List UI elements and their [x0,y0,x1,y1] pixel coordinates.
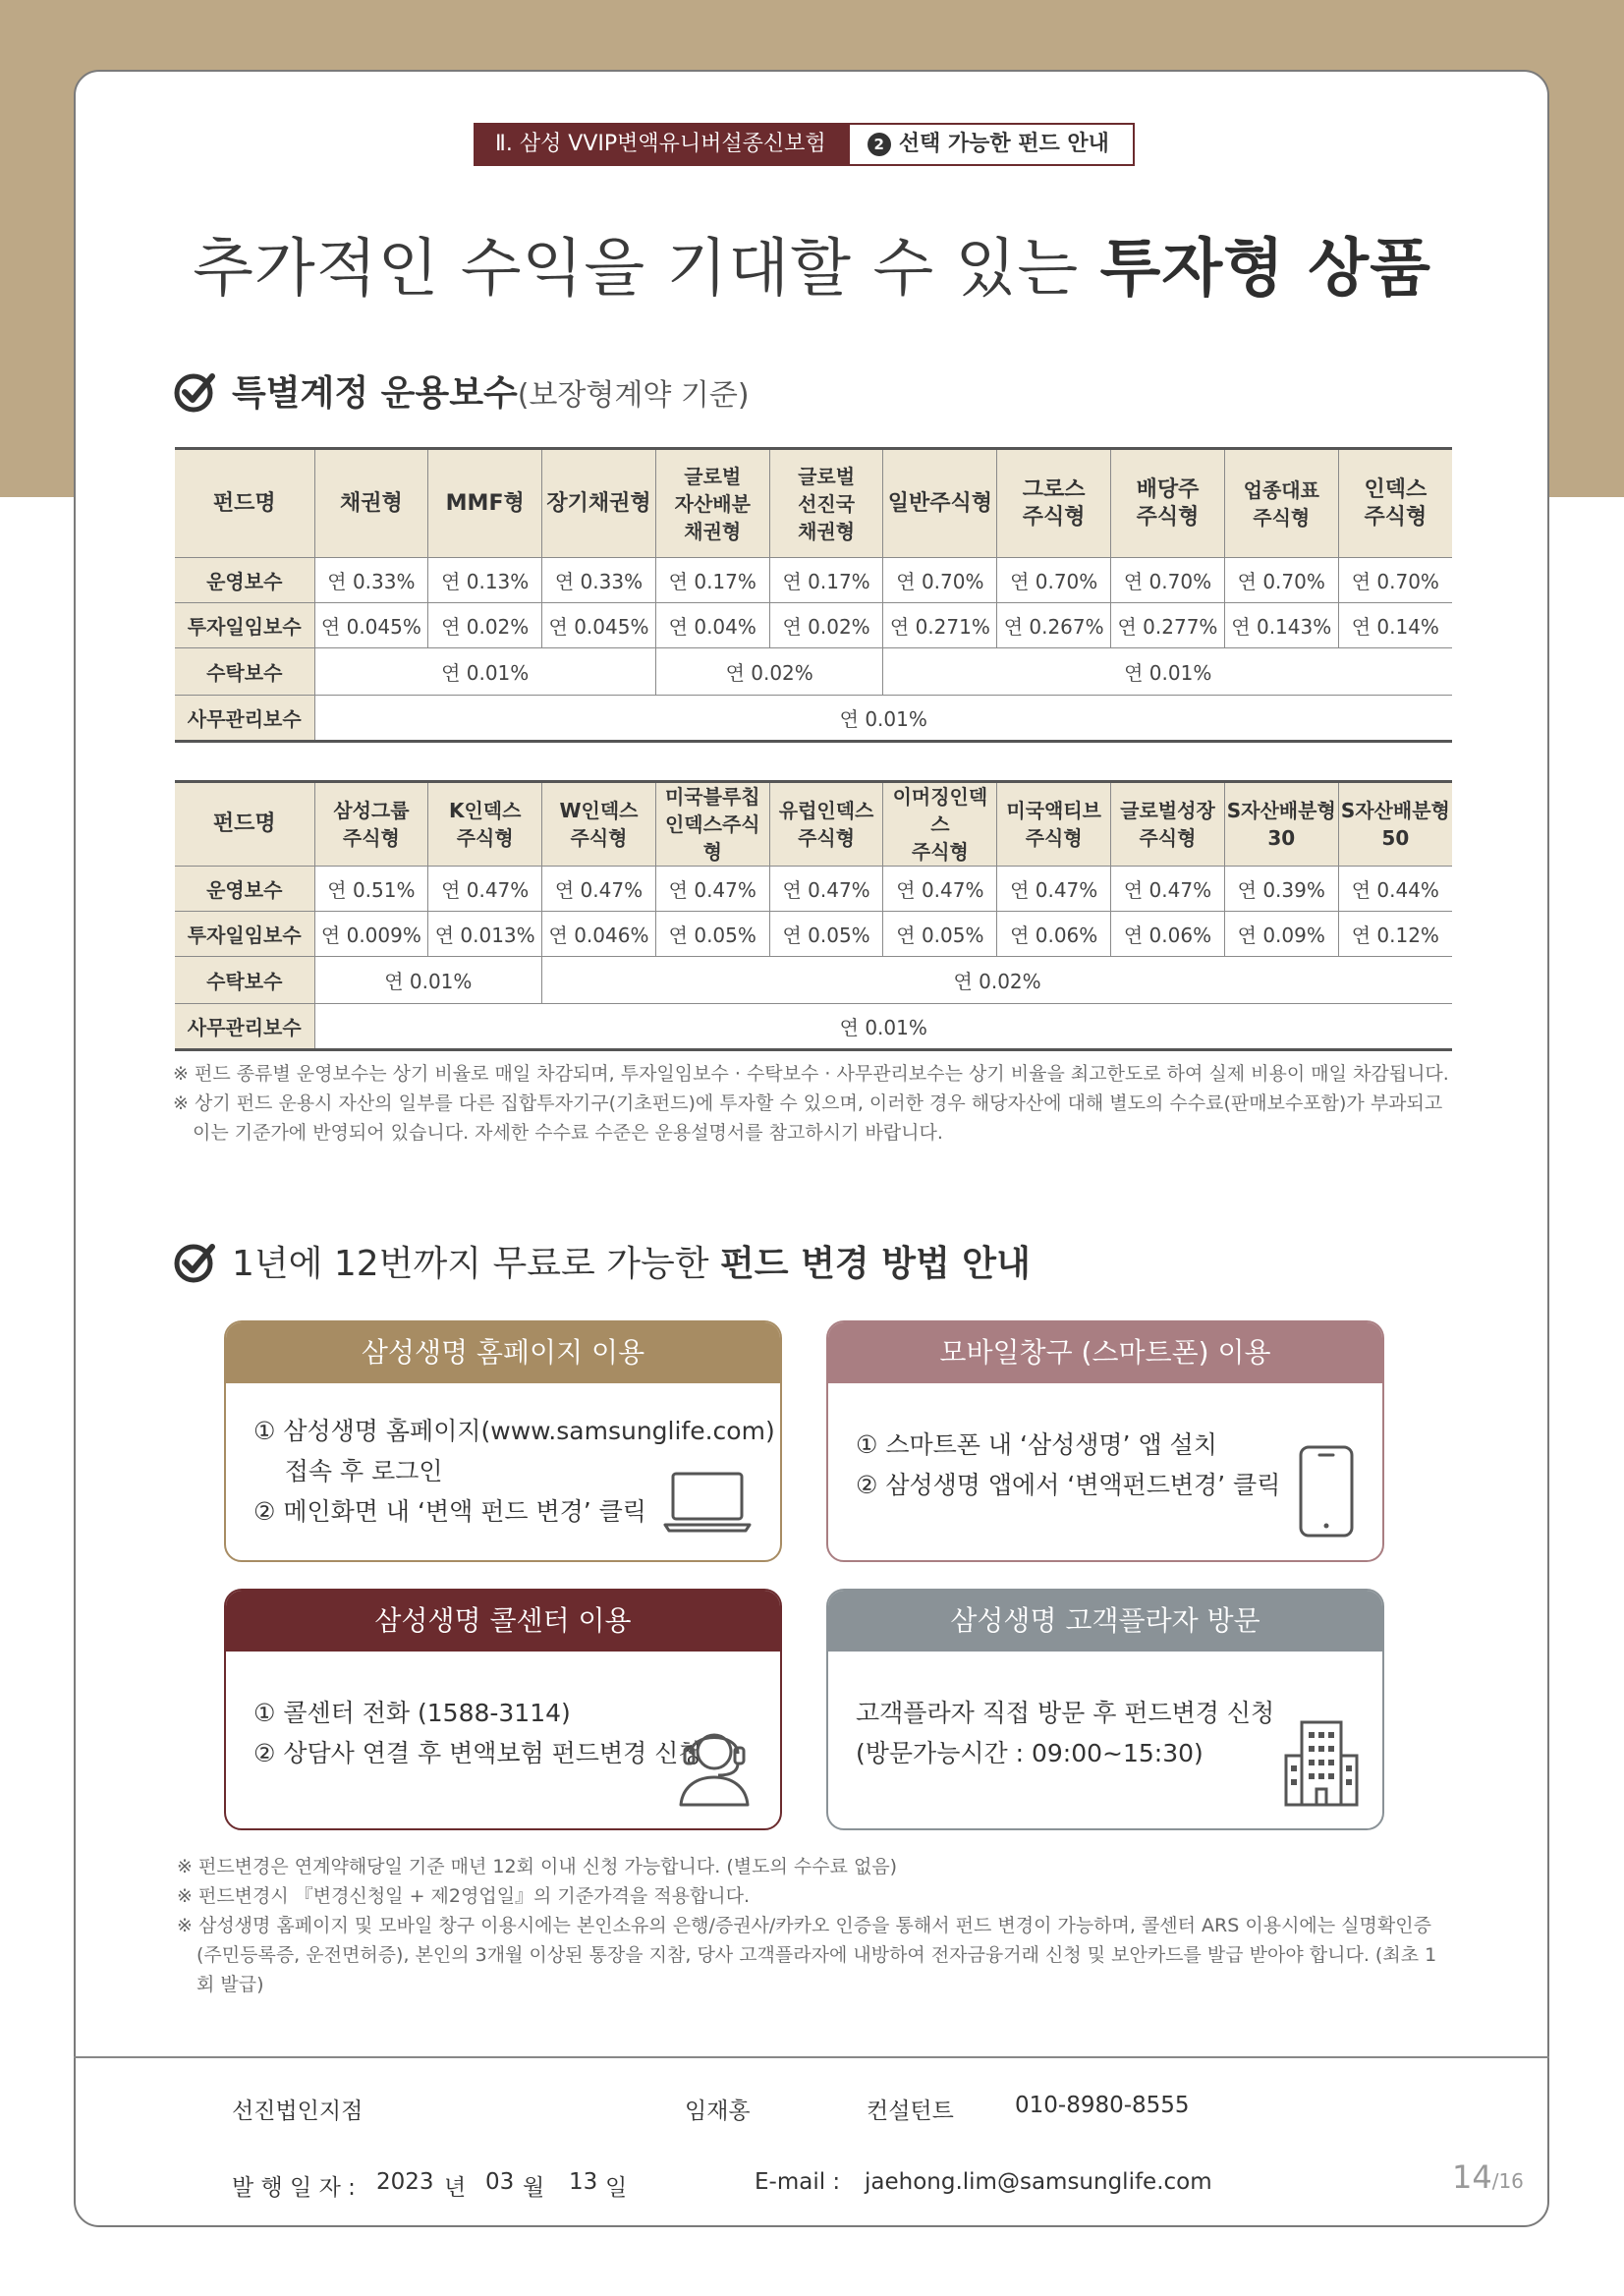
method-mobile-title: 모바일창구 (스마트폰) 이용 [828,1322,1382,1383]
footer-day: 13 [569,2169,598,2195]
fee-cell: 연 0.39% [1224,867,1338,912]
fee-cell: 연 0.277% [1111,603,1225,648]
footer-name: 임재홍 [685,2099,751,2124]
footer-year-unit: 년 [444,2175,467,2201]
page-title: 추가적인 수익을 기대할 수 있는 투자형 상품 [193,233,1431,306]
fee-cell: 연 0.267% [997,603,1111,648]
row-label: 투자일임보수 [175,912,314,957]
change-note: ※ 삼성생명 홈페이지 및 모바일 창구 이용시에는 본인소유의 은행/증권사/카카오 인증을 통해서 펀드 변경이 가능하며, 콜센터 ARS 이용시에는 실명확인증(주민등록증, 운전면허증), 본인의 3개월 이상된 통장을 지참, 당사 고객플라자에 내방하여 전자금융거래 신청 및 보안카드를 발급 받아야 합니다. (최초 1회 발급) [177,1915,1437,1995]
fee-cell: 연 0.02% [769,603,883,648]
breadcrumb-section [848,123,1135,166]
table-row-admin-fee: 사무관리보수 연 0.01% [175,1004,1452,1050]
method-callcenter: 삼성생명 콜센터 이용 ① 콜센터 전화 (1588-3114) ② 상담사 연결 후 변액보험 펀드변경 신청 [224,1589,782,1830]
footer-month-unit: 월 [523,2175,545,2201]
fee-cell: 연 0.045% [314,603,428,648]
header-fund-name: 펀드명 [175,449,314,558]
table-header-row [175,782,1452,867]
fee-cell: 연 0.046% [542,912,656,957]
fund-header: 글로벌 자산배분 채권형 [655,449,769,558]
check-circle-icon [173,1239,218,1284]
change-note: ※ 펀드변경은 연계약해당일 기준 매년 12회 이내 신청 가능합니다. (별도의 수수료 없음) [177,1856,898,1877]
fee-table-2 [175,780,1452,1051]
fund-header: 채권형 [314,449,428,558]
change-notes [177,1852,1454,1999]
fee-cell: 연 0.013% [428,912,542,957]
table-row-admin-fee: 사무관리보수 연 0.01% [175,696,1452,742]
footer-branch: 선진법인지점 [232,2099,364,2124]
table-row-custody-fee: 수탁보수 연 0.01% 연 0.02% [175,957,1452,1004]
fund-header: K인덱스 주식형 [428,782,542,867]
fund-header: 유럽인덱스 주식형 [769,782,883,867]
fee-cell: 연 0.04% [655,603,769,648]
fee-cell: 연 0.33% [542,558,656,603]
fee-cell: 연 0.05% [769,912,883,957]
footer-month: 03 [485,2169,515,2195]
fee-cell: 연 0.47% [1111,867,1225,912]
footer-divider [74,2056,1549,2058]
fee-cell: 연 0.70% [1338,558,1452,603]
fee-cell: 연 0.47% [428,867,542,912]
fee-cell: 연 0.44% [1338,867,1452,912]
row-label: 운영보수 [175,867,314,912]
fee-cell: 연 0.70% [1224,558,1338,603]
method-callcenter-title: 삼성생명 콜센터 이용 [226,1591,780,1652]
section-number-badge: 2 [868,133,891,156]
footer-day-unit: 일 [605,2175,628,2201]
page-number: 14/16 [1452,2158,1524,2196]
fee-cell: 연 0.70% [997,558,1111,603]
fund-header: 일반주식형 [883,449,997,558]
fund-header: S자산배분형 30 [1224,782,1338,867]
footer-email-label: E-mail : [755,2169,841,2195]
method-plaza: 삼성생명 고객플라자 방문 고객플라자 직접 방문 후 펀드변경 신청 (방문가능시간 : 09:00~15:30) [826,1589,1384,1830]
footer-phone: 010-8980-8555 [1015,2093,1190,2118]
footer-email: jaehong.lim@samsunglife.com [865,2169,1212,2195]
laptop-icon [663,1470,752,1533]
fee-cell: 연 0.05% [883,912,997,957]
fee-cell: 연 0.47% [883,867,997,912]
fund-header: 글로벌성장 주식형 [1111,782,1225,867]
fund-header: 삼성그룹 주식형 [314,782,428,867]
fee-note: ※ 펀드 종류별 운영보수는 상기 비율로 매일 차감되며, 투자일임보수 · 수탁보수 · 사무관리보수는 상기 비율을 최고한도로 하여 실제 비용이 매일 차감됩니다. [173,1063,1449,1085]
fund-header: W인덱스 주식형 [542,782,656,867]
fee-cell: 연 0.045% [542,603,656,648]
method-mobile: 모바일창구 (스마트폰) 이용 ① 스마트폰 내 ‘삼성생명’ 앱 설치 ② 삼성생명 앱에서 ‘변액펀드변경’ 클릭 [826,1320,1384,1562]
fee-note: ※ 상기 펀드 운용시 자산의 일부를 다른 집합투자기구(기초펀드)에 투자할 수 있으며, 이러한 경우 해당자산에 대해 별도의 수수료(판매보수포함)가 부과되고 이는 기준가에 반영되어 있습니다. 자세한 수수료 수준은 운용설명서를 참고하시기 바랍니다. [173,1092,1443,1144]
fee-cell: 연 0.47% [769,867,883,912]
fee-cell: 연 0.47% [997,867,1111,912]
footer-date-label: 발 행 일 자 : [232,2175,356,2201]
fund-header: 미국블루칩 인덱스주식형 [655,782,769,867]
fee-cell: 연 0.70% [883,558,997,603]
row-label: 투자일임보수 [175,603,314,648]
table-row-advisory-fee [175,912,1452,957]
fee-section-heading: 특별계정 운용보수(보장형계약 기준) [173,365,750,416]
building-icon [1282,1716,1361,1807]
fee-table-1 [175,447,1452,743]
method-plaza-title: 삼성생명 고객플라자 방문 [828,1591,1382,1652]
fee-cell: 연 0.09% [1224,912,1338,957]
fund-header: 글로벌 선진국 채권형 [769,449,883,558]
fund-header: 미국액티브 주식형 [997,782,1111,867]
table-row-custody-fee: 수탁보수 연 0.01% 연 0.02% 연 0.01% [175,648,1452,696]
fee-cell: 연 0.271% [883,603,997,648]
headset-agent-icon [673,1718,756,1807]
table-row-operating-fee [175,558,1452,603]
fund-header: 업종대표 주식형 [1224,449,1338,558]
fund-header: 인덱스 주식형 [1338,449,1452,558]
fee-cell: 연 0.17% [769,558,883,603]
fee-cell: 연 0.13% [428,558,542,603]
fee-cell: 연 0.47% [655,867,769,912]
row-label: 운영보수 [175,558,314,603]
breadcrumb-section-label: 선택 가능한 펀드 안내 [898,132,1109,156]
fund-header: 그로스 주식형 [997,449,1111,558]
table-header-row [175,449,1452,558]
fee-cell: 연 0.02% [428,603,542,648]
fee-cell: 연 0.70% [1111,558,1225,603]
fee-cell: 연 0.33% [314,558,428,603]
fee-cell: 연 0.06% [997,912,1111,957]
table-row-advisory-fee [175,603,1452,648]
fee-cell: 연 0.009% [314,912,428,957]
fund-header: 배당주 주식형 [1111,449,1225,558]
fee-cell: 연 0.12% [1338,912,1452,957]
table-row-operating-fee [175,867,1452,912]
fee-cell: 연 0.47% [542,867,656,912]
fund-header: 장기채권형 [542,449,656,558]
breadcrumb-chapter: Ⅱ. 삼성 VVIP변액유니버설종신보험 [474,123,848,166]
method-homepage-title: 삼성생명 홈페이지 이용 [226,1322,780,1383]
check-circle-icon [173,368,218,414]
fund-header: MMF형 [428,449,542,558]
fee-notes [173,1059,1460,1148]
breadcrumb [474,123,1135,166]
fee-cell: 연 0.17% [655,558,769,603]
fee-cell: 연 0.14% [1338,603,1452,648]
fee-cell: 연 0.143% [1224,603,1338,648]
smartphone-icon [1298,1444,1355,1539]
fee-cell: 연 0.05% [655,912,769,957]
footer-role: 컨설턴트 [867,2099,954,2124]
fee-cell: 연 0.51% [314,867,428,912]
change-section-heading: 1년에 12번까지 무료로 가능한 펀드 변경 방법 안내 [173,1236,1031,1286]
change-note: ※ 펀드변경시 『변경신청일 + 제2영업일』의 기준가격을 적용합니다. [177,1885,751,1907]
header-fund-name: 펀드명 [175,782,314,867]
method-homepage: 삼성생명 홈페이지 이용 ① 삼성생명 홈페이지(www.samsunglife.com) 접속 후 로그인 ② 메인화면 내 ‘변액 펀드 변경’ 클릭 [224,1320,782,1562]
fund-header: 이머징인덱스 주식형 [883,782,997,867]
footer-year: 2023 [376,2169,434,2195]
fund-header: S자산배분형 50 [1338,782,1452,867]
fee-cell: 연 0.06% [1111,912,1225,957]
